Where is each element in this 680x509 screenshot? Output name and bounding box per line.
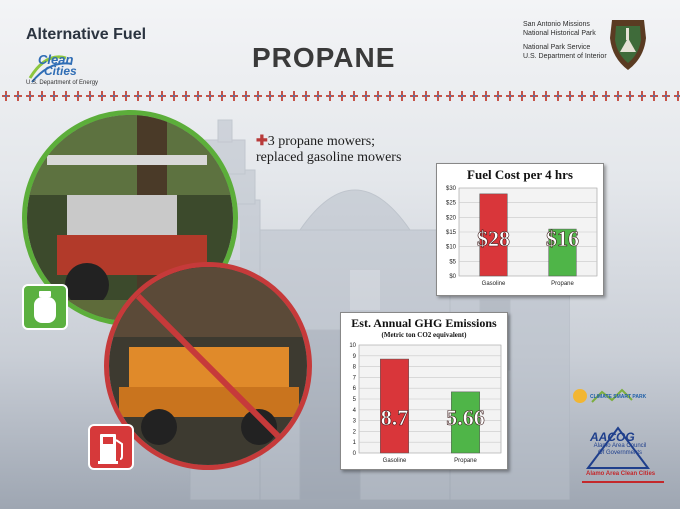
chart2-subtitle: (Metric ton CO2 equivalent): [381, 331, 467, 339]
page-title: PROPANE: [252, 42, 396, 73]
aacc-text: Alamo Area Clean Cities: [586, 471, 656, 477]
partner-line2: National Historical Park: [523, 30, 596, 37]
cross-bullet-icon: ✚: [256, 134, 268, 149]
aacog-name: AACOG: [590, 430, 635, 444]
y-tick-label: 5: [352, 397, 356, 403]
y-tick-label: 0: [352, 451, 356, 457]
propane-tank-icon: [24, 286, 66, 328]
gas-pump-icon: [90, 426, 132, 468]
y-tick-label: 3: [352, 418, 356, 425]
gas-pump-badge: [88, 424, 134, 470]
gasoline-mower-image: [109, 267, 307, 465]
y-tick-label: 8: [352, 364, 356, 371]
y-tick-label: 9: [352, 353, 356, 360]
data-label: 8.7: [380, 405, 409, 430]
y-tick-label: $20: [445, 215, 456, 222]
y-tick-label: 6: [352, 386, 356, 393]
y-tick-label: 10: [349, 343, 356, 349]
ghg-emissions-chart: [340, 312, 508, 470]
climate-smart-text: CLIMATE SMART PARK: [590, 394, 647, 400]
y-tick-label: $5: [449, 259, 456, 266]
fuel-cost-chart: [436, 163, 604, 296]
partner-line4: U.S. Department of Interior: [523, 53, 607, 60]
y-tick-label: $30: [445, 186, 456, 192]
chart2-plot: [341, 313, 509, 471]
y-tick-label: $25: [445, 200, 456, 207]
chart1-plot: [437, 164, 605, 297]
bullet-text: [256, 134, 456, 166]
clean-cities-agency: U.S. Department of Energy: [26, 80, 99, 86]
y-tick-label: 4: [352, 407, 356, 414]
bullet-line2: replaced gasoline mowers: [256, 150, 402, 165]
data-label: $28: [477, 226, 510, 251]
partner-line3: National Park Service: [523, 44, 591, 51]
propane-tank-badge: [22, 284, 68, 330]
category-label: Alternative Fuel: [26, 26, 147, 43]
x-tick-label: Propane: [454, 458, 477, 464]
chart1-title: Fuel Cost per 4 hrs: [467, 167, 573, 182]
data-label: 5.66: [446, 405, 485, 430]
nps-arrowhead-logo: [608, 18, 648, 72]
gasoline-mower-photo: [104, 262, 312, 470]
decorative-border: [0, 88, 680, 104]
y-tick-label: $0: [449, 274, 456, 280]
x-tick-label: Gasoline: [382, 458, 407, 464]
x-tick-label: Propane: [551, 281, 574, 287]
clean-cities-line1: Clean: [38, 52, 74, 67]
y-tick-label: $15: [445, 230, 456, 236]
clean-cities-line2: Cities: [44, 64, 77, 78]
aacog-subtitle: Alamo Area Council Of Governments: [593, 443, 647, 456]
x-tick-label: Gasoline: [481, 281, 506, 287]
header: [0, 0, 680, 100]
data-label: $16: [546, 226, 579, 251]
bullet-line1: 3 propane mowers;: [267, 134, 376, 149]
y-tick-label: $10: [445, 244, 456, 251]
y-tick-label: 2: [352, 429, 356, 436]
partner-line1: San Antonio Missions: [523, 21, 590, 28]
chart2-title: Est. Annual GHG Emissions: [351, 316, 497, 330]
y-tick-label: 7: [352, 375, 356, 382]
y-tick-label: 1: [352, 440, 356, 447]
